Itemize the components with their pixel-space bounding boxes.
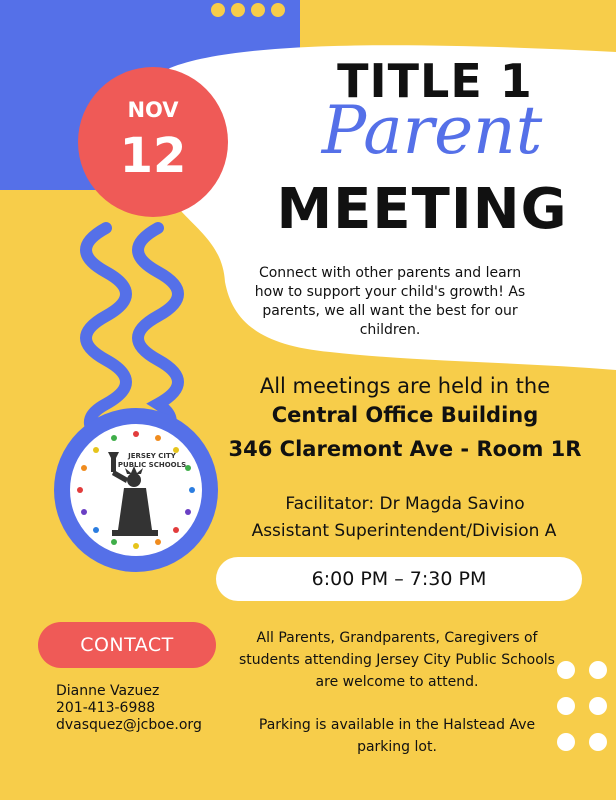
intro-text: Connect with other parents and learn how to support your child's growth! As parents, we all want the best for our children. (254, 265, 526, 338)
dot-decoration (271, 3, 285, 17)
squiggle-right (138, 228, 178, 434)
dot-decoration (211, 3, 225, 17)
title-line2: Parent (321, 92, 543, 169)
attendance-note: All Parents, Grandparents, Caregivers of students attending Jersey City Public Schools are welcome to attend. (239, 630, 555, 690)
facilitator-role: Assistant Superintendent/Division A (251, 521, 557, 541)
dot-decoration (251, 3, 265, 17)
location-address: 346 Claremont Ave - Room 1R (228, 437, 582, 461)
contact-phone: 201-413-6988 (56, 700, 156, 716)
date-day: 12 (119, 128, 187, 184)
dot-decoration (231, 3, 245, 17)
logo-text-line2: PUBLIC SCHOOLS (117, 461, 187, 469)
location-intro: All meetings are held in the (259, 374, 551, 398)
contact-name: Dianne Vazuez (56, 683, 160, 699)
location-building: Central Office Building (271, 403, 539, 427)
parking-note: Parking is available in the Halstead Ave parking lot. (258, 717, 536, 755)
squiggle-left (86, 228, 126, 434)
facilitator-line: Facilitator: Dr Magda Savino (285, 494, 525, 514)
contact-email[interactable]: dvasquez@jcboe.org (56, 717, 202, 733)
contact-button[interactable]: CONTACT (38, 622, 216, 668)
logo-text-line1: JERSEY CITY (128, 452, 176, 460)
title-line1: TITLE 1 (337, 54, 533, 108)
title-line3: MEETING (276, 177, 568, 242)
dot-grid-decoration (557, 661, 607, 751)
date-month: NOV (127, 98, 179, 122)
meeting-time: 6:00 PM – 7:30 PM (216, 557, 582, 601)
